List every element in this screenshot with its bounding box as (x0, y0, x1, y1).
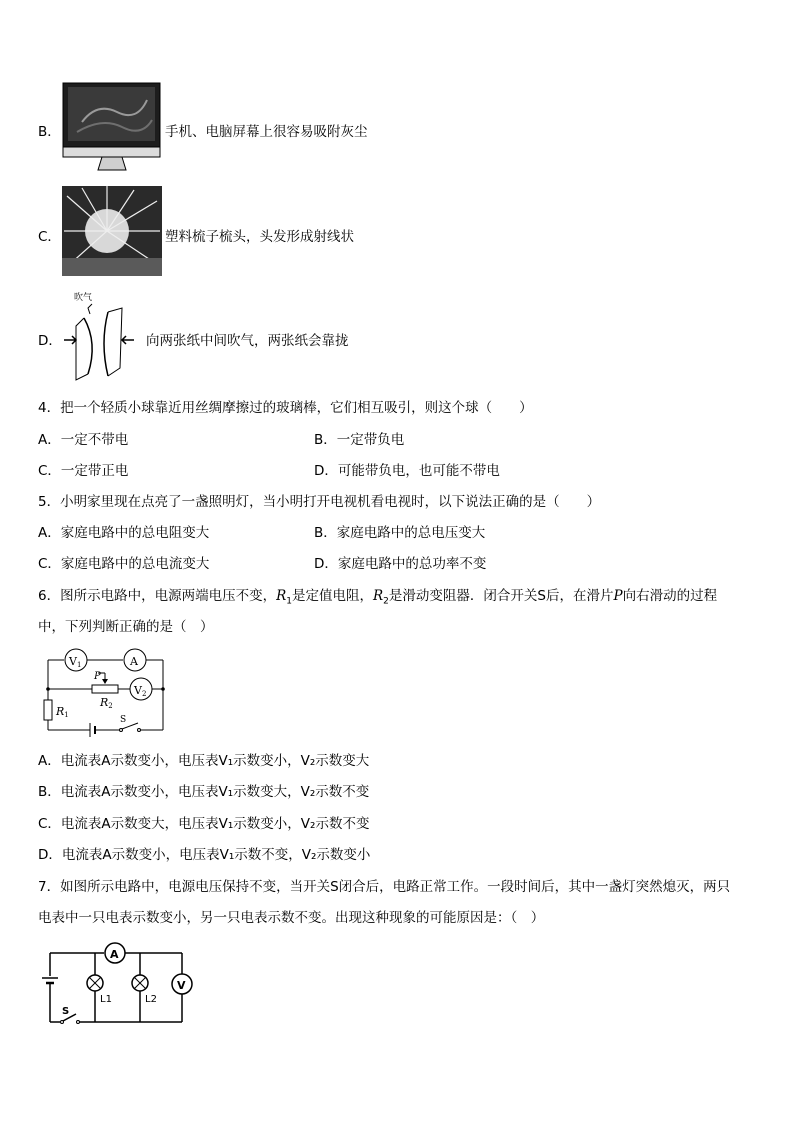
voltmeter-label: V (177, 979, 186, 992)
blowing-paper-image (62, 288, 144, 384)
resistor-r1 (44, 700, 52, 720)
q5-option-a: A．家庭电路中的总电阻变大 (38, 525, 210, 541)
q6-circuit-diagram (40, 645, 170, 737)
q5-stem: 5．小明家里现在点亮了一盏照明灯，当小明打开电视机看电视时，以下说法正确的是（ ） (38, 494, 601, 510)
q7-stem-line1: 7．如图所示电路中，电源电压保持不变，当开关S闭合后，电路正常工作。一段时间后，其中一盏灯突然熄灭，两只 (38, 879, 731, 895)
option-b-text: 手机、电脑屏幕上很容易吸附灰尘 (165, 124, 368, 140)
q6-stem-line2: 中，下列判断正确的是（ ） (38, 619, 214, 635)
l1-label: L1 (100, 994, 112, 1005)
q4-option-a: A．一定不带电 (38, 432, 129, 448)
q7-circuit-diagram (40, 940, 196, 1028)
slider-p-label: P (94, 671, 101, 682)
switch-label: S (62, 1006, 70, 1017)
v1-label: V1 (69, 655, 82, 669)
option-d-text: 向两张纸中间吹气，两张纸会靠拢 (146, 333, 349, 349)
l2-label: L2 (145, 994, 157, 1005)
q4-option-d: D．可能带负电，也可能不带电 (314, 463, 500, 479)
q6-option-d: D．电流表A示数变小，电压表V₁示数不变，V₂示数变小 (38, 847, 371, 863)
q4-stem: 4．把一个轻质小球靠近用丝绸摩擦过的玻璃棒，它们相互吸引，则这个球（ ） (38, 400, 533, 416)
v2-label: V2 (134, 684, 147, 698)
computer-monitor-image (62, 82, 162, 174)
option-c-text: 塑料梳子梳头，头发形成射线状 (165, 229, 354, 245)
q5-option-b: B．家庭电路中的总电压变大 (314, 525, 486, 541)
a-label: A (130, 655, 138, 668)
q6-option-b: B．电流表A示数变小，电压表V₁示数变大，V₂示数不变 (38, 784, 370, 800)
option-b-letter: B． (38, 124, 61, 140)
r1-label: R1 (56, 705, 69, 719)
r2-label: R2 (100, 696, 113, 710)
ammeter-label: A (110, 948, 119, 961)
q5-option-d: D．家庭电路中的总功率不变 (314, 556, 487, 572)
q7-stem-line2: 电表中一只电表示数变小，另一只电表示数不变。出现这种现象的可能原因是：（ ） (38, 910, 545, 926)
blow-label: 吹气 (74, 293, 93, 303)
q4-option-c: C．一定带正电 (38, 463, 129, 479)
q6-option-a: A．电流表A示数变小，电压表V₁示数变小，V₂示数变大 (38, 753, 370, 769)
q6-option-c: C．电流表A示数变大，电压表V₁示数变小，V₂示数不变 (38, 816, 370, 832)
option-d-letter: D． (38, 333, 62, 349)
static-hair-image (62, 186, 162, 276)
q5-option-c: C．家庭电路中的总电流变大 (38, 556, 210, 572)
q6-stem-line1: 6．图所示电路中，电源两端电压不变，$R_1$是定值电阻，$R_2$是滑动变阻器．闭合开关S后，在滑片P向右滑动的过程 (38, 588, 718, 607)
q4-option-b: B．一定带负电 (314, 432, 405, 448)
option-c-letter: C． (38, 229, 61, 245)
rheostat-r2 (92, 685, 118, 693)
switch-s-label: S (120, 715, 127, 725)
